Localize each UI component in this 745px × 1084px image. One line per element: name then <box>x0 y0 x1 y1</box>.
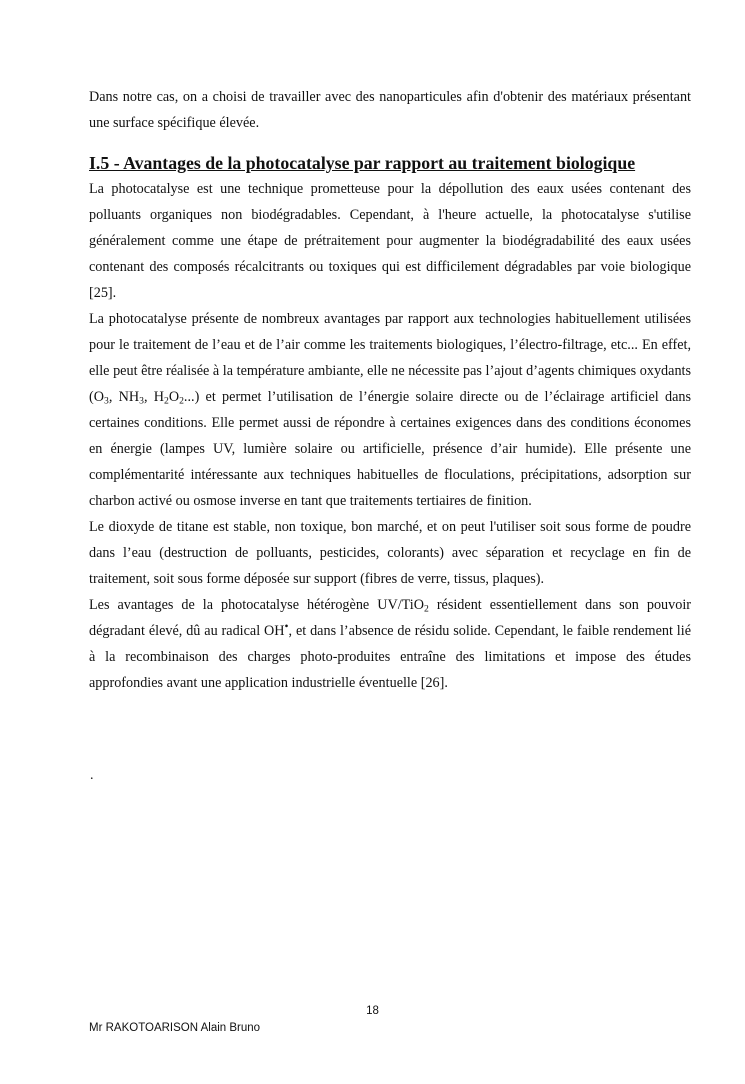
text-run: , H <box>143 389 165 405</box>
paragraph-2 <box>89 306 691 514</box>
subscript: 2 <box>164 395 169 407</box>
subscript: 2 <box>179 395 184 407</box>
paragraph-1: La photocatalyse est une technique prometteuse pour la dépollution des eaux usées contenant des polluants organiques non biodégradables. Cependant, à l'heure actuelle, la photocatalyse s'utilise généralement comme une étape de prétraitement pour augmenter la biodégradabilité des eaux usées contenant des composés récalcitrants ou toxiques qui est difficilement dégradables par voie biologique [25]. <box>89 181 691 301</box>
subscript: 3 <box>139 395 144 407</box>
subscript: 2 <box>424 603 429 615</box>
page-number: 18 <box>366 1005 379 1017</box>
paragraph-3: Le dioxyde de titane est stable, non toxique, bon marché, et on peut l'utiliser soit sous forme de poudre dans l’eau (destruction de polluants, pesticides, colorants) avec séparation et recyclage en fin de traitement, soit sous forme déposée sur support (fibres de verre, tissus, plaques). <box>89 519 691 587</box>
text-run: résident essentiellement dans son pouvoir dégradant élevé, dû au radical OH <box>89 597 691 639</box>
subscript: 3 <box>103 395 109 407</box>
text-run: ...) et permet l’utilisation de l’énergie solaire directe ou de l’éclairage artificiel dans certaines conditions. Elle permet aussi de répondre à certaines exigences dans des conditions économes en énergie (lampes UV, lumière solaire ou artificielle, présence d’air humide). Elle présente une complémentarité intéressante aux techniques habituelles de floculations, précipitations, adsorption sur charbon activé ou osmose inverse en tant que traitements tertiaires de finition. <box>89 389 691 509</box>
text-run: Les avantages de la photocatalyse hétérogène UV/TiO <box>89 597 424 613</box>
text-run: La photocatalyse présente de nombreux avantages par rapport aux technologies habituellement utilisées pour le traitement de l’eau et de l’air comme les traitements biologiques, l’électro-filtrage, etc... En effet, elle peut être réalisée à la température ambiante, elle ne nécessite pas l’ajout d’agents chimiques oxydants (O <box>89 311 691 405</box>
section-heading: I.5 - Avantages de la photocatalyse par rapport au traitement biologique <box>89 153 636 173</box>
trailing-dot: . <box>90 768 94 783</box>
document-body <box>89 84 691 696</box>
text-run: O <box>168 389 180 405</box>
intro-paragraph: Dans notre cas, on a choisi de travailler avec des nanoparticules afin d'obtenir des matériaux présentant une surface spécifique élevée. <box>89 89 691 131</box>
paragraph-4 <box>89 592 691 696</box>
radical-dot: • <box>284 620 289 633</box>
text-run: , NH <box>108 389 140 405</box>
text-run: , et dans l’absence de résidu solide. Cependant, le faible rendement lié à la recombinaison des charges photo-produites entraîne des limitations et impose des études approfondies avant une application industrielle éventuelle [26]. <box>89 623 691 691</box>
footer-author: Mr RAKOTOARISON Alain Bruno <box>89 1022 261 1034</box>
